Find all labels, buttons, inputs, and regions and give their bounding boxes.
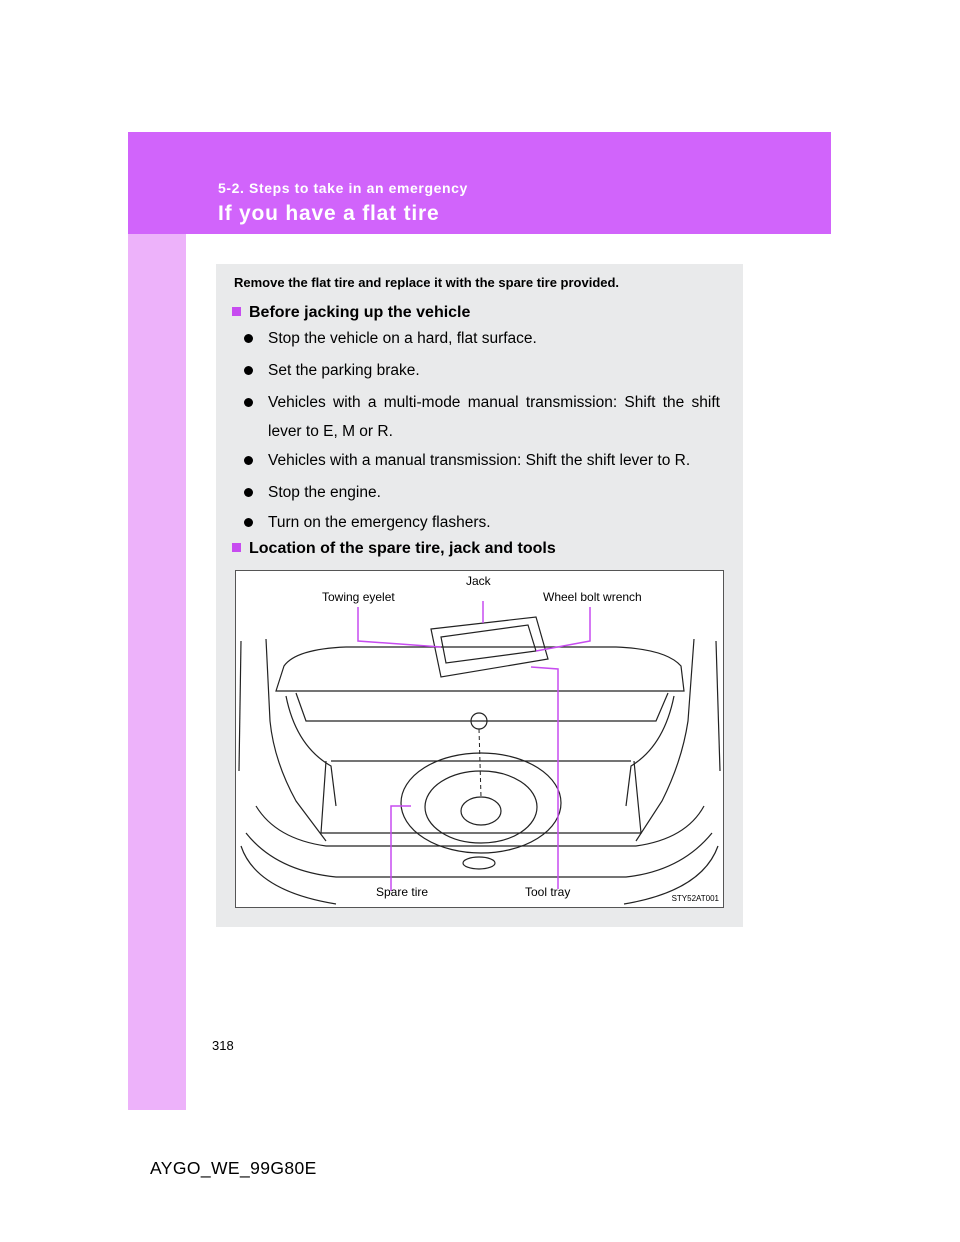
list-item: Turn on the emergency flashers.: [244, 508, 720, 537]
label-spare-tire: Spare tire: [376, 885, 429, 899]
right-pillar-line: [716, 641, 720, 771]
towing-eyelet-callout: [358, 607, 441, 647]
list-item: Set the parking brake.: [244, 356, 720, 385]
label-wheel-bolt-wrench: Wheel bolt wrench: [543, 590, 642, 604]
spare-tire-hub: [461, 797, 501, 825]
trunk-illustration: [235, 570, 724, 908]
left-pillar-inner: [266, 639, 326, 841]
square-bullet-icon: [232, 543, 241, 552]
figure-code: STY52AT001: [671, 894, 719, 903]
list-item: Vehicles with a multi-mode manual transmission: Shift the shift lever to E, M or R.: [244, 388, 720, 446]
jack-outline: [441, 625, 536, 663]
content-box: [216, 264, 743, 927]
side-margin-band: [128, 132, 186, 1110]
intro-text: Remove the flat tire and replace it with the spare tire provided.: [234, 275, 620, 290]
bullet-dot-icon: [244, 334, 253, 343]
bumper-bottom: [246, 833, 712, 877]
subheading-location: Location of the spare tire, jack and tools: [232, 540, 556, 558]
page-header: [128, 132, 831, 234]
subheading-before-jacking: Before jacking up the vehicle: [232, 304, 470, 322]
emblem: [463, 857, 495, 869]
bullet-dot-icon: [244, 366, 253, 375]
list-item: Stop the vehicle on a hard, flat surface.: [244, 324, 720, 353]
parcel-shelf: [276, 647, 684, 691]
label-tool-tray: Tool tray: [525, 885, 571, 899]
tool-tray-callout: [531, 667, 558, 889]
square-bullet-icon: [232, 307, 241, 316]
section-title: 5-2. Steps to take in an emergency: [218, 180, 468, 196]
left-side-panel: [286, 696, 336, 806]
label-towing-eyelet: Towing eyelet: [322, 590, 395, 604]
bullet-dot-icon: [244, 398, 253, 407]
page-number: 318: [212, 1038, 234, 1053]
list-item: Vehicles with a manual transmission: Shift the shift lever to R.: [244, 446, 720, 475]
bullet-dot-icon: [244, 518, 253, 527]
bullet-dot-icon: [244, 488, 253, 497]
left-pillar-line: [239, 641, 241, 771]
list-item: Stop the engine.: [244, 478, 720, 507]
label-jack: Jack: [466, 574, 491, 588]
bullet-dot-icon: [244, 456, 253, 465]
document-code: AYGO_WE_99G80E: [150, 1158, 317, 1178]
shelf-edge: [296, 693, 668, 721]
right-side-panel: [626, 696, 674, 806]
spare-tire-callout: [391, 806, 411, 891]
page-title: If you have a flat tire: [218, 202, 440, 225]
right-pillar-inner: [636, 639, 694, 841]
trunk-drawing: [236, 571, 723, 907]
